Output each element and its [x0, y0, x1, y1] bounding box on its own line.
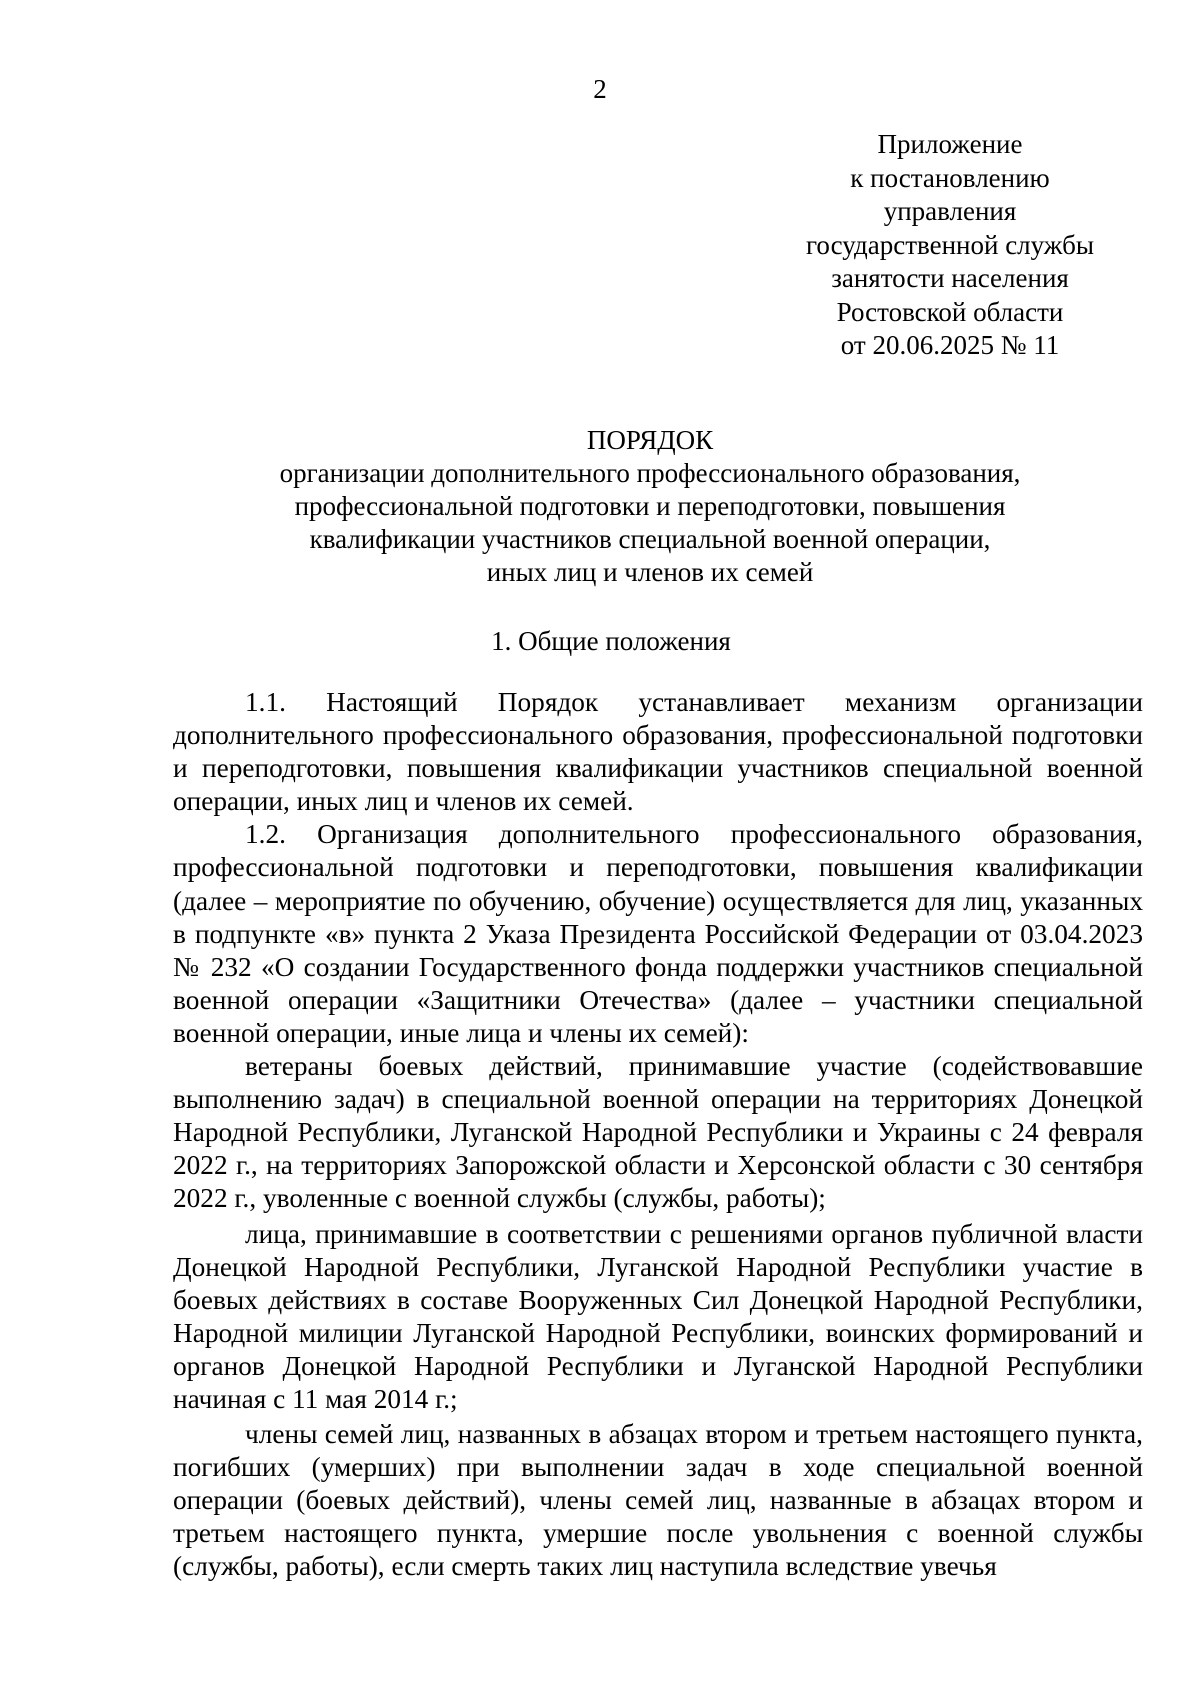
document-subtitle-line: профессиональной подготовки и переподготовки, повышения: [294, 491, 1006, 521]
list-item-family-members: члены семей лиц, названных в абзацах втором и третьем настоящего пункта, погибших (умерших) при выполнении задач в ходе специальной военной операции (боевых действий), члены семей лиц, названные в абзацах втором и третьем настоящего пункта, умершие после увольнения с военной службы (службы, работы), если смерть таких лиц наступила вследствие увечья: [173, 1419, 1143, 1582]
document-title-block: [150, 424, 1150, 589]
document-subtitle-line: квалификации участников специальной военной операции,: [309, 524, 991, 554]
list-item-dnr-lnr-participants: лица, принимавшие в соответствии с решениями органов публичной власти Донецкой Народной Республики, Луганской Народной Республики участие в боевых действиях в составе Вооруженных Сил Донецкой Народной Республики, Народной милиции Луганской Народной Республики, воинских формирований и органов Донецкой Народной Республики и Луганской Народной Республики начиная с 11 мая 2014 г.;: [173, 1218, 1143, 1414]
appendix-line: управления: [883, 196, 1017, 226]
section-heading: 1. Общие положения: [491, 626, 731, 656]
list-item-combat-veterans: ветераны боевых действий, принимавшие участие (содействовавшие выполнению задач) в специальной военной операции на территориях Донецкой Народной Республики, Луганской Народной Республики и Украины с 24 февраля 2022 г., на территориях Запорожской области и Херсонской области с 30 сентября 2022 г., уволенные с военной службы (службы, работы);: [173, 1051, 1143, 1214]
paragraph-1-2: 1.2. Организация дополнительного профессионального образования, профессиональной подготовки и переподготовки, повышения квалификации (далее – мероприятие по обучению, обучение) осуществляется для лиц, указанных в подпункте «в» пункта 2 Указа Президента Российской Федерации от 03.04.2023 № 232 «О создании Государственного фонда поддержки участников специальной военной операции «Защитники Отечества» (далее – участники специальной военной операции, иные лица и члены их семей):: [173, 819, 1143, 1048]
appendix-line: Приложение: [877, 129, 1023, 159]
paragraph-1-1: 1.1. Настоящий Порядок устанавливает механизм организации дополнительного профессионального образования, профессиональной подготовки и переподготовки, повышения квалификации участников специальной военной операции, иных лиц и членов их семей.: [173, 687, 1143, 817]
document-subtitle-line: иных лиц и членов их семей: [486, 557, 814, 587]
document-subtitle-line: организации дополнительного профессионального образования,: [279, 458, 1021, 488]
document-title: ПОРЯДОК: [586, 425, 714, 455]
appendix-block: [780, 128, 1120, 363]
appendix-line: занятости населения: [831, 263, 1069, 293]
appendix-line: Ростовской области: [836, 296, 1064, 327]
appendix-line: государственной службы: [806, 229, 1094, 260]
appendix-line: к постановлению: [850, 162, 1050, 193]
page-number: 2: [593, 74, 607, 104]
appendix-date-number: от 20.06.2025 № 11: [840, 330, 1060, 360]
section-body: [173, 686, 1143, 1584]
